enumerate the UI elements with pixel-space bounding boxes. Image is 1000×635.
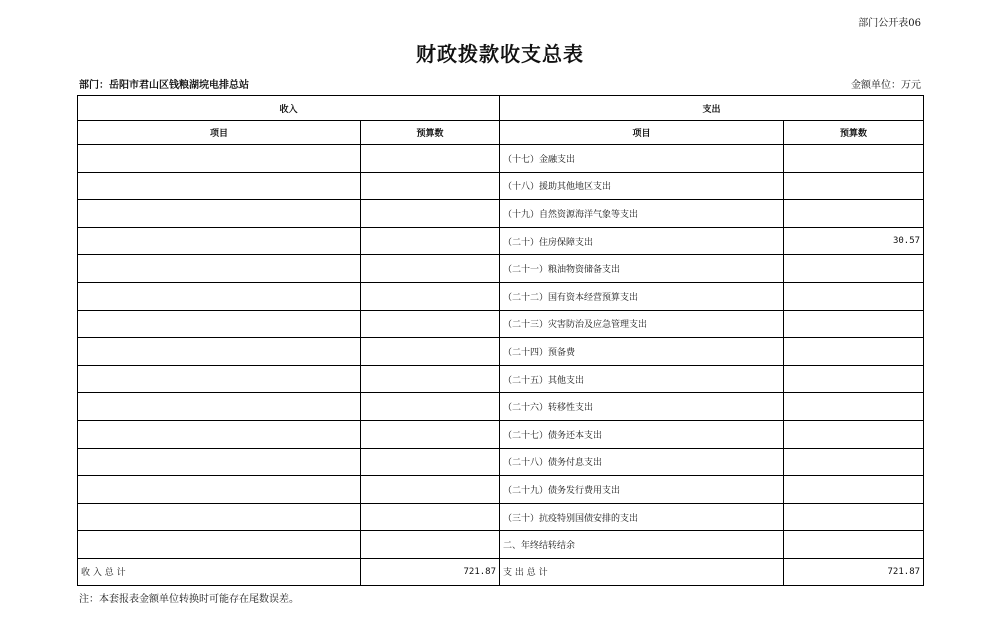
table-row — [78, 476, 924, 504]
income-amount-cell — [361, 476, 500, 504]
expense-amount-cell — [784, 255, 924, 283]
expense-item-cell: （二十七）债务还本支出 — [500, 420, 784, 448]
income-amount-cell — [361, 310, 500, 338]
department-label: 部门：岳阳市君山区钱粮湖垸电排总站 — [79, 80, 249, 91]
expense-amount-cell — [784, 448, 924, 476]
income-item-cell — [78, 393, 361, 421]
expense-item-cell: （二十一）粮油物资储备支出 — [500, 255, 784, 283]
income-item-cell — [78, 503, 361, 531]
expense-item-cell: （二十五）其他支出 — [500, 365, 784, 393]
unit-label: 金额单位：万元 — [851, 80, 921, 91]
table-header-columns — [78, 121, 924, 145]
income-total-label: 收 入 总 计 — [78, 558, 361, 585]
expense-amount-cell — [784, 476, 924, 504]
expense-item-cell: （二十二）国有资本经营预算支出 — [500, 282, 784, 310]
expense-amount-cell — [784, 310, 924, 338]
income-amount-cell — [361, 282, 500, 310]
income-total-amount: 721.87 — [361, 558, 500, 585]
expense-amount-cell — [784, 282, 924, 310]
income-item-cell — [78, 255, 361, 283]
expense-item-cell: 二、年终结转结余 — [500, 531, 784, 559]
table-row — [78, 448, 924, 476]
income-amount-cell — [361, 200, 500, 228]
income-item-cell — [78, 338, 361, 366]
budget-table — [77, 95, 924, 586]
income-item-cell — [78, 365, 361, 393]
total-row — [78, 558, 924, 585]
expense-amount-cell — [784, 338, 924, 366]
expense-item-cell: （十七）金融支出 — [500, 145, 784, 173]
table-row — [78, 227, 924, 255]
income-amount-cell — [361, 420, 500, 448]
table-row — [78, 531, 924, 559]
table-row — [78, 310, 924, 338]
table-row — [78, 255, 924, 283]
expense-amount-cell: 30.57 — [784, 227, 924, 255]
income-item-cell — [78, 282, 361, 310]
expense-amount-cell — [784, 393, 924, 421]
expense-amount-cell — [784, 531, 924, 559]
expense-item-cell: （十八）援助其他地区支出 — [500, 172, 784, 200]
income-budget-header: 预算数 — [361, 121, 500, 145]
table-row — [78, 365, 924, 393]
income-amount-cell — [361, 503, 500, 531]
expense-item-header: 项目 — [500, 121, 784, 145]
income-item-cell — [78, 200, 361, 228]
expense-header: 支出 — [500, 96, 924, 121]
table-row — [78, 145, 924, 173]
table-row — [78, 172, 924, 200]
table-row — [78, 200, 924, 228]
income-amount-cell — [361, 145, 500, 173]
income-amount-cell — [361, 448, 500, 476]
income-item-cell — [78, 145, 361, 173]
income-item-cell — [78, 420, 361, 448]
expense-item-cell: （二十四）预备费 — [500, 338, 784, 366]
income-header: 收入 — [78, 96, 500, 121]
income-item-header: 项目 — [78, 121, 361, 145]
expense-item-cell: （二十六）转移性支出 — [500, 393, 784, 421]
expense-item-cell: （二十）住房保障支出 — [500, 227, 784, 255]
table-header-group — [78, 96, 924, 121]
expense-total-label: 支 出 总 计 — [500, 558, 784, 585]
expense-amount-cell — [784, 503, 924, 531]
income-item-cell — [78, 310, 361, 338]
expense-budget-header: 预算数 — [784, 121, 924, 145]
expense-amount-cell — [784, 145, 924, 173]
expense-item-cell: （十九）自然资源海洋气象等支出 — [500, 200, 784, 228]
income-amount-cell — [361, 338, 500, 366]
table-row — [78, 338, 924, 366]
table-row — [78, 393, 924, 421]
income-amount-cell — [361, 255, 500, 283]
expense-item-cell: （二十九）债务发行费用支出 — [500, 476, 784, 504]
expense-total-amount: 721.87 — [784, 558, 924, 585]
income-item-cell — [78, 172, 361, 200]
income-amount-cell — [361, 531, 500, 559]
expense-item-cell: （二十三）灾害防治及应急管理支出 — [500, 310, 784, 338]
income-amount-cell — [361, 393, 500, 421]
income-item-cell — [78, 476, 361, 504]
expense-item-cell: （二十八）债务付息支出 — [500, 448, 784, 476]
footnote: 注：本套报表金额单位转换时可能存在尾数误差。 — [79, 594, 299, 605]
form-number: 部门公开表06 — [858, 18, 921, 29]
income-amount-cell — [361, 227, 500, 255]
income-amount-cell — [361, 172, 500, 200]
income-item-cell — [78, 227, 361, 255]
income-item-cell — [78, 531, 361, 559]
expense-amount-cell — [784, 420, 924, 448]
table-row — [78, 282, 924, 310]
expense-amount-cell — [784, 200, 924, 228]
page-title: 财政拨款收支总表 — [416, 42, 584, 66]
income-amount-cell — [361, 365, 500, 393]
expense-item-cell: （三十）抗疫特别国债安排的支出 — [500, 503, 784, 531]
table-row — [78, 420, 924, 448]
expense-amount-cell — [784, 365, 924, 393]
table-row — [78, 503, 924, 531]
expense-amount-cell — [784, 172, 924, 200]
income-item-cell — [78, 448, 361, 476]
